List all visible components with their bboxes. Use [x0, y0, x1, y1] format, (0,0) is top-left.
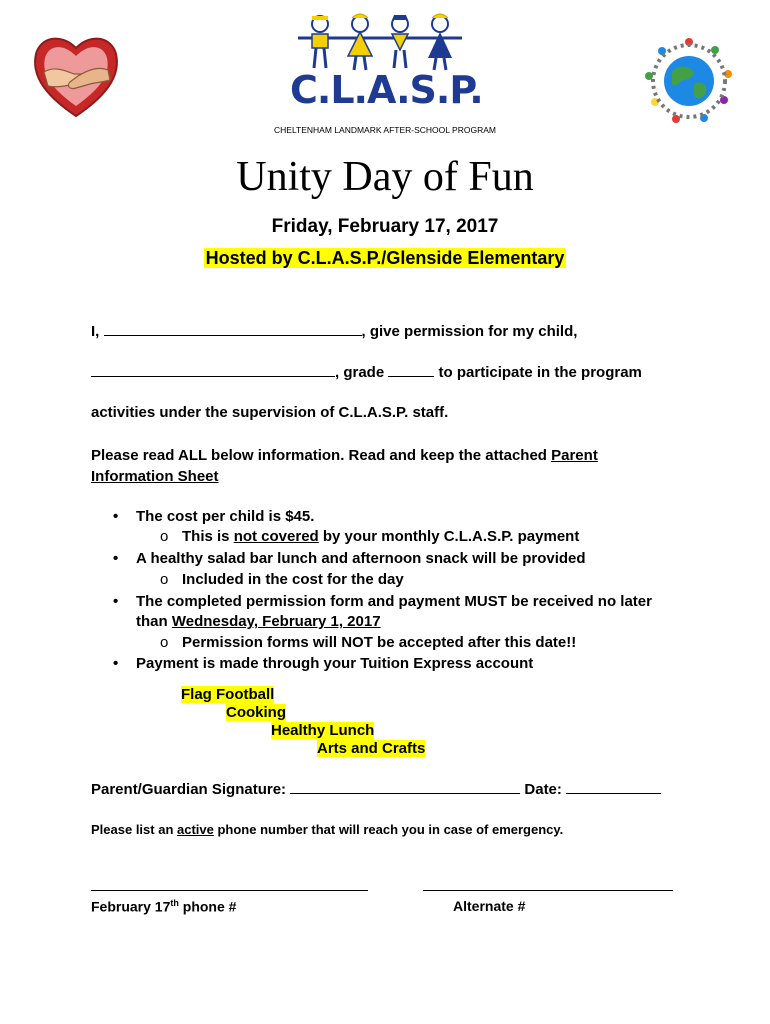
- program-name: CHELTENHAM LANDMARK AFTER-SCHOOL PROGRAM: [274, 125, 496, 135]
- grade-label: , grade: [335, 364, 385, 381]
- deadline-pre: than: [136, 613, 172, 630]
- ordinal-suffix: th: [170, 898, 179, 908]
- primary-phone-label-post: phone #: [178, 898, 237, 915]
- logo-text: C.L.A.S.P.: [290, 68, 483, 112]
- bullet-dot: •: [113, 508, 119, 525]
- activity-item: Arts and Crafts: [317, 740, 426, 757]
- sub-bullet-not-covered: [182, 528, 579, 545]
- sub-text-post: by your monthly C.L.A.S.P. payment: [318, 528, 580, 545]
- bullet-deadline: The completed permission form and payment MUST be received no later: [136, 593, 652, 610]
- primary-phone-label-text: February 17: [91, 898, 171, 915]
- bullet-payment: Payment is made through your Tuition Express account: [136, 655, 534, 672]
- instructions: [91, 445, 651, 487]
- permission-suffix: , give permission for my child,: [361, 323, 578, 340]
- primary-phone-label: [91, 898, 236, 915]
- instructions-text: Please read ALL below information. Read and keep the attached: [91, 447, 547, 464]
- signature-label: Parent/Guardian Signature:: [91, 781, 287, 798]
- heart-handshake-icon: [30, 30, 122, 122]
- bullet-cost: The cost per child is $45.: [136, 508, 315, 525]
- signature-row: [91, 781, 661, 798]
- sub-bullet-not-accepted: Permission forms will NOT be accepted after this date!!: [182, 634, 577, 651]
- primary-phone-field[interactable]: [91, 890, 368, 891]
- bullet-dot: •: [113, 655, 119, 672]
- permission-line-2: [91, 364, 642, 381]
- sub-text-pre: This is: [182, 528, 234, 545]
- phone-instruction: [91, 822, 563, 837]
- date-field[interactable]: [566, 792, 661, 794]
- clasp-logo: [290, 12, 483, 122]
- globe-children-icon: [642, 34, 736, 128]
- permission-line-3: activities under the supervision of C.L.A.S.P. staff.: [91, 404, 449, 421]
- alternate-phone-label: Alternate #: [453, 898, 526, 914]
- bullet-dot: •: [113, 593, 119, 610]
- not-covered-text: not covered: [233, 528, 319, 545]
- active-text: active: [177, 822, 214, 837]
- bullet-dot: •: [113, 550, 119, 567]
- hosted-by: [0, 248, 770, 269]
- event-date: Friday, February 17, 2017: [271, 216, 499, 237]
- page-title: Unity Day of Fun: [236, 154, 534, 200]
- bullet-deadline-line-2: [136, 613, 381, 630]
- parent-info-sheet-link: Parent Information Sheet: [91, 447, 598, 485]
- alternate-phone-field[interactable]: [423, 890, 673, 891]
- hosted-by-text: Hosted by C.L.A.S.P./Glenside Elementary: [205, 248, 565, 268]
- date-label: Date:: [524, 781, 562, 798]
- sub-bullet-dot: o: [160, 528, 169, 545]
- permission-prefix: I,: [91, 323, 100, 340]
- child-name-field[interactable]: [91, 375, 335, 377]
- activity-item: Cooking: [226, 704, 286, 721]
- activity-item: Flag Football: [181, 686, 275, 703]
- activity-item: Healthy Lunch: [271, 722, 375, 739]
- deadline-date: Wednesday, February 1, 2017: [171, 613, 381, 630]
- bullet-lunch: A healthy salad bar lunch and afternoon snack will be provided: [136, 550, 586, 567]
- sub-bullet-included: Included in the cost for the day: [182, 571, 404, 588]
- phone-instruction-post: phone number that will reach you in case of emergency.: [213, 822, 564, 837]
- phone-instruction-pre: Please list an: [91, 822, 177, 837]
- sub-bullet-dot: o: [160, 571, 169, 588]
- children-figures-icon: [290, 12, 470, 74]
- sub-bullet-dot: o: [160, 634, 169, 651]
- signature-field[interactable]: [290, 792, 520, 794]
- permission-line-1: [91, 323, 577, 340]
- parent-name-field[interactable]: [104, 334, 362, 336]
- grade-field[interactable]: [388, 375, 434, 377]
- participate-text: to participate in the program: [438, 364, 642, 381]
